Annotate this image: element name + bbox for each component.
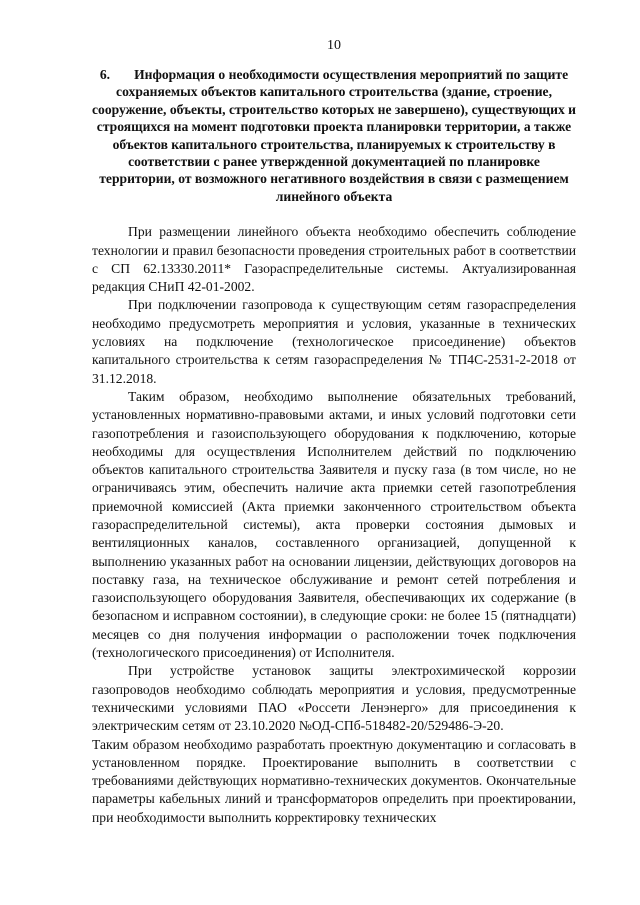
paragraph-4: При устройстве установок защиты электрохимической коррозии газопроводов необходимо соблюдать мероприятия и условия, предусмотренные техническими условиями ПАО «Россети Ленэнерго» для присоединения к электрическим сетям от 23.10.2020 №ОД-СПб-518482-20/529486-Э-20. [92,663,576,734]
paragraph-2: При подключении газопровода к существующим сетям газораспределения необходимо предусмотреть мероприятия и условия, указанные в технических условиях на подключение (технологическое присоединение) объектов капитального строительства к сетям газораспределения № ТП4С-2531-2-2018 от 31.12.2018. [92,297,576,386]
section-heading [92,66,576,205]
page-number: 10 [327,38,341,53]
paragraph-1: При размещении линейного объекта необходимо обеспечить соблюдение технологии и правил безопасности проведения строительных работ в соответствии с СП 62.13330.2011* Газораспределительные системы. Актуализированная редакция СНиП 42-01-2002. [92,224,576,295]
section-title: Информация о необходимости осуществления мероприятий по защите сохраняемых объектов капитального строительства (здание, строение, сооружение, объекты, строительство которых не завершено), существующих и строящихся на момент подготовки проекта планировки территории, а также объектов капитального строительства, планируемых к строительству в соответствии с ранее утвержденной документацией по планировке территории, от возможного негативного воздействия в связи с размещением линейного объекта [92,67,577,204]
section-number: 6. [99,67,111,82]
paragraph-5: Таким образом необходимо разработать проектную документацию и согласовать в установленном порядке. Проектирование выполнить в соответствии с требованиями действующих нормативно-технических документов. Окончательные параметры кабельных линий и трансформаторов определить при проектировании, при необходимости выполнить корректировку технических [92,736,576,825]
paragraph-3: Таким образом, необходимо выполнение обязательных требований, установленных нормативно-правовыми актами, и иных условий подготовки сети газопотребления и газоиспользующего оборудования к подключению, которые необходимы для осуществления Исполнителем действий по подключению объектов капитального строительства Заявителя и пуску газа (в том числе, но не ограничиваясь этим, обеспечить наличие акта приемки сетей газопотребления приемочной комиссией (Акта приемки законченного строительством объекта газораспределительной системы), акта проверки состояния дымовых и вентиляционных каналов, составленного организацией, допущенной к выполнению указанных работ на основании лицензии, действующих договоров на поставку газа, на техническое обслуживание и ремонт сетей потребления и газоиспользующего оборудования Заявителя, обеспечивающих их содержание (в безопасном и исправном состоянии), в следующие сроки: не более 15 (пятнадцати) месяцев со дня получения информации о расположении точек подключения (технологического присоединения) от Исполнителя. [92,388,576,661]
